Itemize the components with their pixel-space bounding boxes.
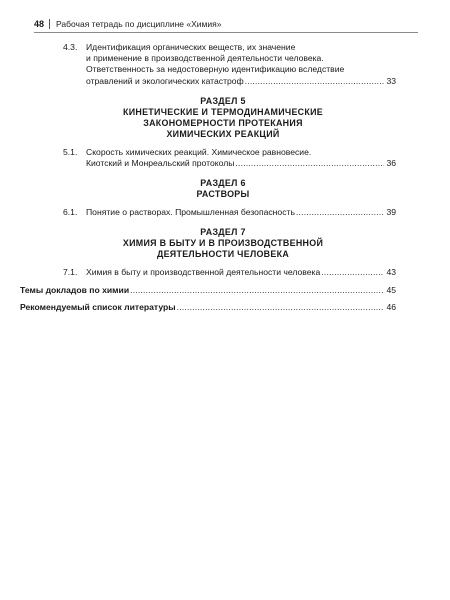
toc-entry-6-1[interactable] bbox=[50, 207, 396, 218]
section-label: РАЗДЕЛ 7 bbox=[200, 227, 246, 238]
dot-leader bbox=[130, 285, 384, 296]
toc-entry-last-line bbox=[86, 76, 396, 87]
toc-page-number: 46 bbox=[386, 301, 396, 312]
toc-page-number: 36 bbox=[386, 158, 396, 169]
toc-entry-text: Киотский и Монреальский протоколы bbox=[86, 158, 235, 169]
section-title-line: ЗАКОНОМЕРНОСТИ ПРОТЕКАНИЯ bbox=[143, 117, 303, 128]
toc-entry-last-line bbox=[20, 302, 396, 313]
dot-leader bbox=[235, 158, 384, 169]
toc-entry-line: и применение в производственной деятельности человека. bbox=[86, 53, 324, 64]
section-label: РАЗДЕЛ 5 bbox=[200, 95, 246, 106]
header-title: Рабочая тетрадь по дисциплине «Химия» bbox=[56, 19, 222, 29]
dot-leader bbox=[296, 207, 385, 218]
dot-leader bbox=[321, 267, 384, 278]
toc-entry-line: Идентификация органических веществ, их значение bbox=[86, 42, 296, 52]
toc-entry-text: Химия в быту и производственной деятельности человека bbox=[86, 267, 321, 278]
dot-leader bbox=[177, 302, 385, 313]
toc-entry-number: 6.1. bbox=[63, 207, 78, 218]
section-title-line: РАСТВОРЫ bbox=[196, 189, 250, 200]
running-header bbox=[34, 18, 418, 33]
toc-page-number: 43 bbox=[386, 267, 396, 278]
section-heading-5 bbox=[50, 96, 396, 140]
toc-entry-last-line bbox=[86, 267, 396, 278]
toc-entry-number: 4.3. bbox=[63, 42, 78, 52]
section-heading-6 bbox=[50, 178, 396, 200]
toc-page-number: 45 bbox=[386, 284, 396, 295]
toc-entry-7-1[interactable] bbox=[50, 267, 396, 278]
section-title-line: ХИМИЯ В БЫТУ И В ПРОИЗВОДСТВЕННОЙ bbox=[122, 238, 324, 249]
toc-entry-last-line bbox=[86, 158, 396, 169]
toc-entry-text: Понятие о растворах. Промышленная безопасность bbox=[86, 207, 295, 218]
section-title-line: ХИМИЧЕСКИХ РЕАКЦИЙ bbox=[166, 128, 280, 139]
section-label: РАЗДЕЛ 6 bbox=[200, 178, 246, 189]
toc-entry-text: отравлений и экологических катастроф bbox=[86, 75, 244, 86]
toc-page-number: 33 bbox=[386, 75, 396, 86]
toc-entry-number: 5.1. bbox=[63, 146, 78, 157]
toc-entry-line: Скорость химических реакций. Химическое равновесие. bbox=[86, 146, 312, 157]
page-number: 48 bbox=[34, 19, 45, 29]
toc-page-number: 39 bbox=[386, 207, 396, 218]
header-separator bbox=[49, 19, 50, 29]
table-of-contents bbox=[20, 42, 396, 317]
dot-leader bbox=[245, 76, 385, 87]
toc-entry-number: 7.1. bbox=[63, 267, 78, 278]
toc-entry-line: Ответственность за недостоверную идентификацию вследствие bbox=[86, 64, 345, 75]
toc-entry-literature[interactable] bbox=[20, 302, 396, 313]
toc-entry-text: Рекомендуемый список литературы bbox=[20, 301, 176, 312]
section-title-line: КИНЕТИЧЕСКИЕ И ТЕРМОДИНАМИЧЕСКИЕ bbox=[122, 106, 323, 117]
toc-entry-last-line bbox=[86, 207, 396, 218]
toc-entry-last-line bbox=[20, 285, 396, 296]
toc-entry-text: Темы докладов по химии bbox=[20, 284, 130, 295]
section-heading-7 bbox=[50, 227, 396, 260]
section-title-line: ДЕЯТЕЛЬНОСТИ ЧЕЛОВЕКА bbox=[156, 249, 290, 260]
toc-entry-reports[interactable] bbox=[20, 285, 396, 296]
toc-entry-5-1[interactable] bbox=[50, 147, 396, 169]
toc-entry-4-3[interactable] bbox=[50, 42, 396, 87]
